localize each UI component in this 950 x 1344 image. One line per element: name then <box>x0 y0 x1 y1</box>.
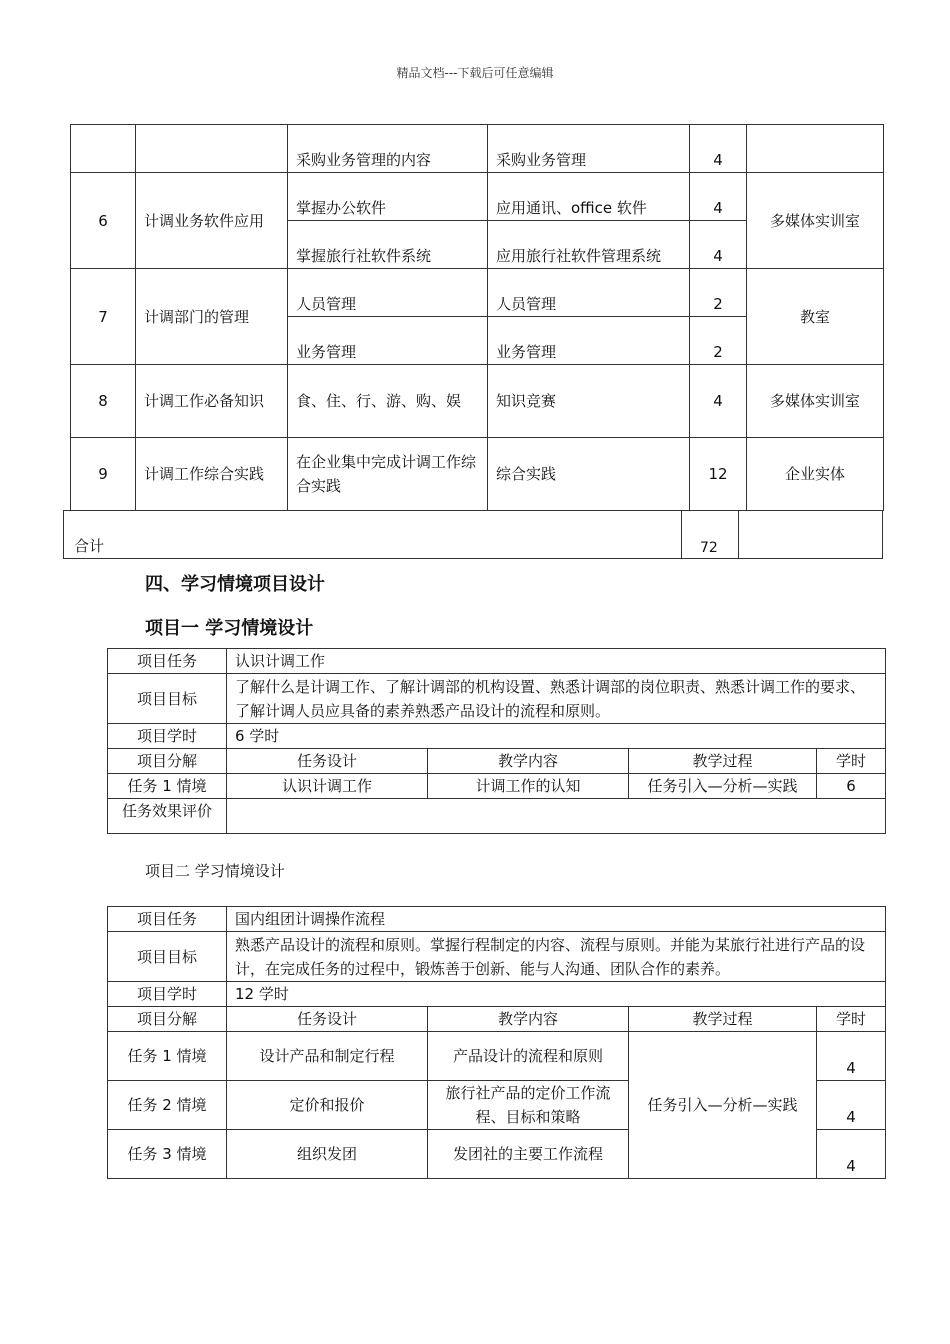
eval-label: 任务效果评价 <box>108 799 227 834</box>
header-cell: 任务设计 <box>227 1007 428 1032</box>
table-row <box>71 173 884 221</box>
table-row <box>71 438 884 511</box>
row-number: 7 <box>71 269 136 365</box>
task-content: 计调工作的认知 <box>428 774 629 799</box>
section-title: 四、学习情境项目设计 <box>145 574 325 595</box>
total-row <box>63 510 883 559</box>
place-cell: 多媒体实训室 <box>747 365 884 438</box>
eval-value <box>227 799 886 834</box>
task-hours: 4 <box>817 1081 886 1130</box>
table-row <box>71 125 884 173</box>
task-cell: 掌握办公软件 <box>288 173 488 221</box>
table-header-row <box>108 1007 886 1032</box>
table-header-row <box>108 749 886 774</box>
task-cell: 采购业务管理的内容 <box>288 125 488 173</box>
hours-value: 12 学时 <box>227 982 886 1007</box>
task-cell: 食、住、行、游、购、娱 <box>288 365 488 438</box>
header-cell: 项目分解 <box>108 749 227 774</box>
task-content: 产品设计的流程和原则 <box>428 1032 629 1081</box>
table-row <box>108 799 886 834</box>
content-cell: 应用通讯、office 软件 <box>488 173 690 221</box>
place-cell <box>747 125 884 173</box>
goal-value: 熟悉产品设计的流程和原则。掌握行程制定的内容、流程与原则。并能为某旅行社进行产品的设计，在完成任务的过程中，锻炼善于创新、能与人沟通、团队合作的素养。 <box>227 932 886 982</box>
task-process: 任务引入—分析—实践 <box>629 774 817 799</box>
project1-table <box>107 648 886 834</box>
row-number <box>71 125 136 173</box>
module-name: 计调业务软件应用 <box>136 173 288 269</box>
task-name: 任务 3 情境 <box>108 1130 227 1179</box>
total-hours-cell <box>681 510 739 558</box>
task-cell: 业务管理 <box>288 317 488 365</box>
content-cell: 采购业务管理 <box>488 125 690 173</box>
page-header: 精品文档---下载后可任意编辑 <box>396 66 554 80</box>
task-process: 任务引入—分析—实践 <box>629 1032 817 1179</box>
module-name: 计调工作综合实践 <box>136 438 288 511</box>
table-row <box>108 1032 886 1081</box>
total-hours: 72 <box>700 540 718 556</box>
task-cell: 掌握旅行社软件系统 <box>288 221 488 269</box>
hours-cell: 4 <box>690 125 747 173</box>
task-name: 任务 1 情境 <box>108 774 227 799</box>
task-label: 项目任务 <box>108 907 227 932</box>
hours-value: 6 学时 <box>227 724 886 749</box>
hours-cell: 4 <box>690 221 747 269</box>
header-cell: 学时 <box>817 1007 886 1032</box>
task-content: 发团社的主要工作流程 <box>428 1130 629 1179</box>
goal-label: 项目目标 <box>108 932 227 982</box>
task-label: 项目任务 <box>108 649 227 674</box>
hours-cell: 12 <box>690 438 747 511</box>
header-cell: 项目分解 <box>108 1007 227 1032</box>
project2-table <box>107 906 886 1179</box>
task-content: 旅行社产品的定价工作流程、目标和策略 <box>428 1081 629 1130</box>
content-cell: 应用旅行社软件管理系统 <box>488 221 690 269</box>
table-row <box>108 907 886 932</box>
goal-value: 了解什么是计调工作、了解计调部的机构设置、熟悉计调部的岗位职责、熟悉计调工作的要求、了解计调人员应具备的素养熟悉产品设计的流程和原则。 <box>227 674 886 724</box>
task-hours: 4 <box>817 1032 886 1081</box>
module-name <box>136 125 288 173</box>
task-design: 设计产品和制定行程 <box>227 1032 428 1081</box>
header-cell: 教学内容 <box>428 1007 629 1032</box>
place-cell: 多媒体实训室 <box>747 173 884 269</box>
header-cell: 任务设计 <box>227 749 428 774</box>
task-name: 任务 2 情境 <box>108 1081 227 1130</box>
task-design: 定价和报价 <box>227 1081 428 1130</box>
total-divider <box>64 510 882 511</box>
task-cell: 在企业集中完成计调工作综合实践 <box>288 438 488 511</box>
row-number: 9 <box>71 438 136 511</box>
course-plan-table <box>70 124 884 511</box>
task-hours: 4 <box>817 1130 886 1179</box>
task-name: 任务 1 情境 <box>108 1032 227 1081</box>
table-row <box>71 365 884 438</box>
header-cell: 学时 <box>817 749 886 774</box>
header-cell: 教学过程 <box>629 749 817 774</box>
table-row <box>71 269 884 317</box>
row-number: 6 <box>71 173 136 269</box>
task-design: 组织发团 <box>227 1130 428 1179</box>
task-value: 国内组团计调操作流程 <box>227 907 886 932</box>
hours-cell: 2 <box>690 317 747 365</box>
place-cell: 企业实体 <box>747 438 884 511</box>
task-value: 认识计调工作 <box>227 649 886 674</box>
hours-label: 项目学时 <box>108 982 227 1007</box>
total-label: 合计 <box>74 537 105 555</box>
content-cell: 综合实践 <box>488 438 690 511</box>
header-cell: 教学过程 <box>629 1007 817 1032</box>
hours-cell: 4 <box>690 173 747 221</box>
hours-cell: 2 <box>690 269 747 317</box>
task-hours: 6 <box>817 774 886 799</box>
hours-cell: 4 <box>690 365 747 438</box>
module-name: 计调工作必备知识 <box>136 365 288 438</box>
goal-label: 项目目标 <box>108 674 227 724</box>
table-row <box>108 649 886 674</box>
table-row <box>108 724 886 749</box>
task-design: 认识计调工作 <box>227 774 428 799</box>
table-row <box>108 674 886 724</box>
table-row <box>108 774 886 799</box>
module-name: 计调部门的管理 <box>136 269 288 365</box>
table-row <box>108 982 886 1007</box>
place-cell: 教室 <box>747 269 884 365</box>
content-cell: 业务管理 <box>488 317 690 365</box>
hours-label: 项目学时 <box>108 724 227 749</box>
table-row <box>108 932 886 982</box>
task-cell: 人员管理 <box>288 269 488 317</box>
content-cell: 知识竞赛 <box>488 365 690 438</box>
row-number: 8 <box>71 365 136 438</box>
header-cell: 教学内容 <box>428 749 629 774</box>
project2-title: 项目二 学习情境设计 <box>145 862 285 880</box>
content-cell: 人员管理 <box>488 269 690 317</box>
project1-title: 项目一 学习情境设计 <box>145 618 314 639</box>
